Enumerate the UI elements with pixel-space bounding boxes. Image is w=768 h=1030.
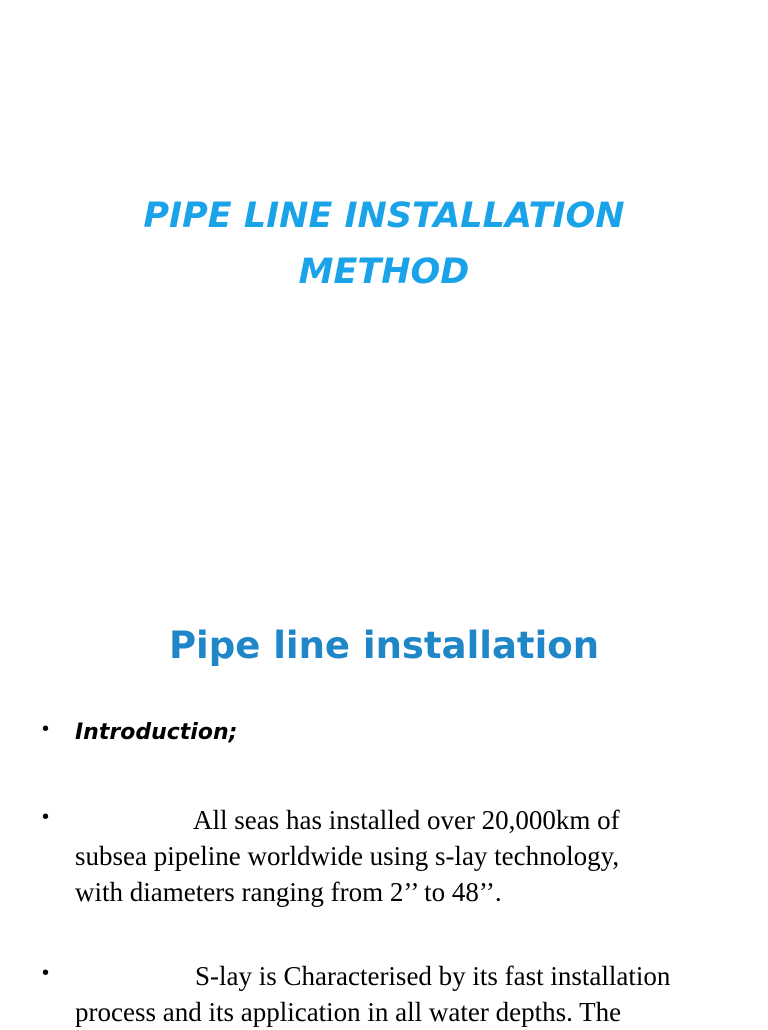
bullet-line: All seas has installed over 20,000km of — [193, 805, 620, 835]
bullet-line: subsea pipeline worldwide using s-lay technology, — [75, 841, 620, 871]
slide-title-line-1: PIPE LINE INSTALLATION — [143, 196, 625, 236]
slide-title — [0, 188, 768, 300]
bullet-text — [75, 802, 745, 910]
bullet-marker: • — [42, 718, 50, 740]
bullet-line: process and its application in all water depths. The — [75, 997, 622, 1027]
section-heading: Pipe line installation — [168, 624, 600, 667]
slide-title-line-2: METHOD — [298, 252, 470, 292]
bullet-line: with diameters ranging from 2’’ to 48’’. — [75, 877, 502, 907]
bullet-line: S-lay is Characterised by its fast installation — [195, 961, 671, 991]
bullet-marker: • — [42, 806, 50, 828]
introduction-label: Introduction; — [75, 720, 238, 745]
bullet-marker: • — [42, 962, 50, 984]
bullet-text — [75, 958, 745, 1030]
